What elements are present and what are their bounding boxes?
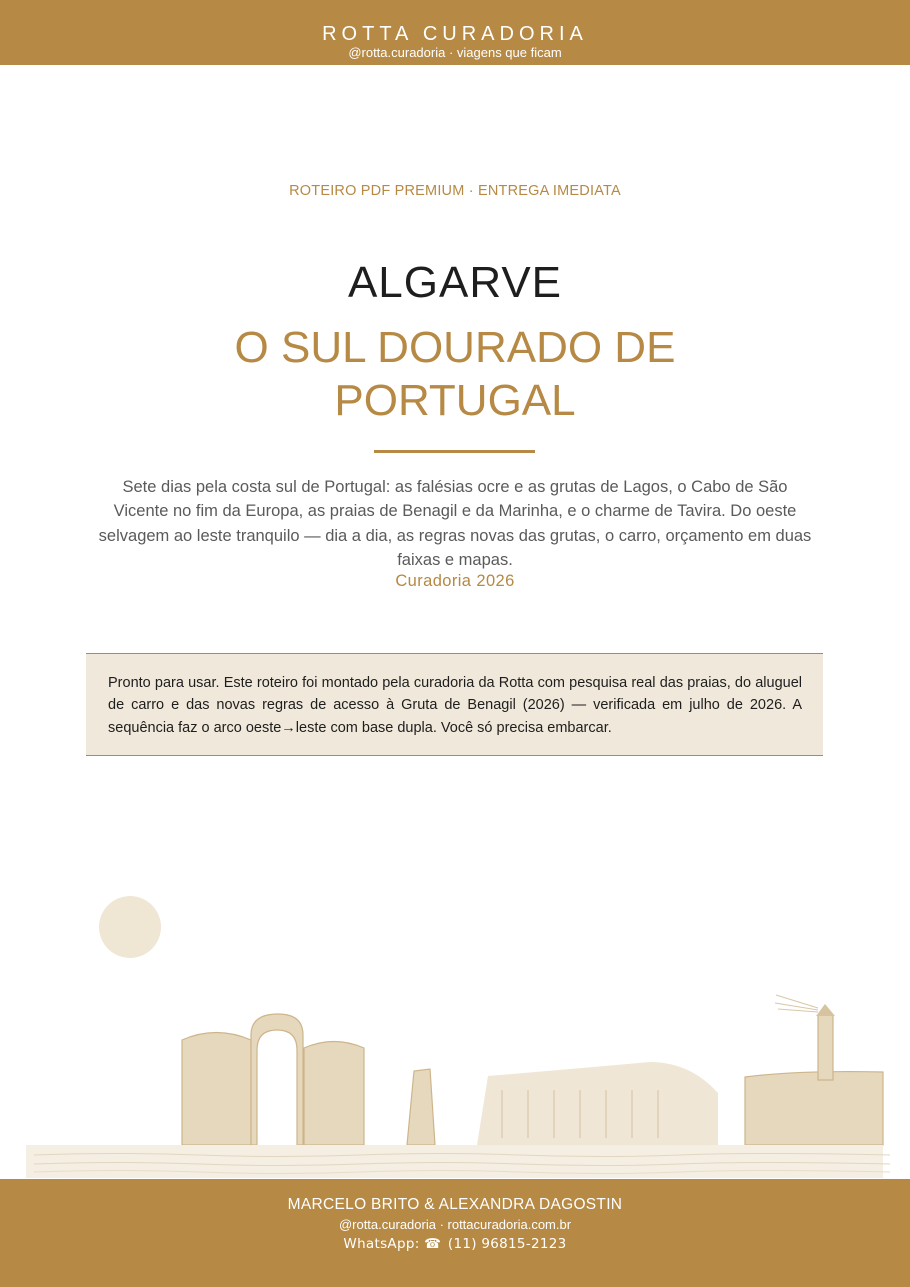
title-divider — [374, 450, 535, 453]
intro-paragraph: Sete dias pela costa sul de Portugal: as falésias ocre e as grutas de Lagos, o Cabo de São Vicente no fim da Europa, as praias de Benagil e da Marinha, e o charme de Tavira. Do oeste selvagem ao leste tranquilo — dia a dia, as regras novas das grutas, o carro, orçamento em duas faixas e mapas. — [98, 478, 812, 569]
page-title: ALGARVE — [347, 258, 563, 307]
page-subtitle: O SUL DOURADO DE PORTUGAL — [234, 323, 676, 425]
brand-tagline: @rotta.curadoria · viagens que ficam — [348, 45, 562, 60]
whatsapp-label: WhatsApp: — [343, 1236, 420, 1252]
fortress-illustration — [477, 1062, 718, 1145]
ready-to-use-note — [86, 653, 823, 756]
note-text: Este roteiro foi montado pela curadoria da Rotta com pesquisa real das praias, do aluguel de carro e das novas regras de acesso à Gruta de Benagil (2026) — verificada em julho de 2026. A sequência faz o arco oeste→leste com base dupla. Você só precisa embarcar. — [108, 675, 802, 736]
product-kicker: ROTEIRO PDF PREMIUM · ENTREGA IMEDIATA — [289, 183, 621, 199]
note-lead: Pronto para usar. — [108, 675, 220, 691]
authors: MARCELO BRITO & ALEXANDRA DAGOSTIN — [287, 1196, 623, 1213]
algarve-skyline-illustration — [0, 880, 910, 1180]
sea-waves-illustration — [26, 1145, 890, 1178]
phone-icon: ☎ — [424, 1236, 442, 1252]
contact-links: @rotta.curadoria · rottacuradoria.com.br — [338, 1217, 572, 1232]
sun-icon — [99, 896, 161, 958]
footer-banner — [0, 1179, 910, 1287]
whatsapp-number: (11) 96815-2123 — [447, 1236, 567, 1252]
curation-year: Curadoria 2026 — [395, 572, 515, 590]
sea-arch-illustration — [182, 1014, 364, 1145]
rock-pillar-illustration — [407, 1069, 435, 1145]
lighthouse-illustration — [745, 995, 883, 1145]
brand-name: ROTTA CURADORIA — [322, 23, 588, 45]
top-banner — [0, 0, 910, 65]
whatsapp-contact — [0, 1236, 910, 1252]
